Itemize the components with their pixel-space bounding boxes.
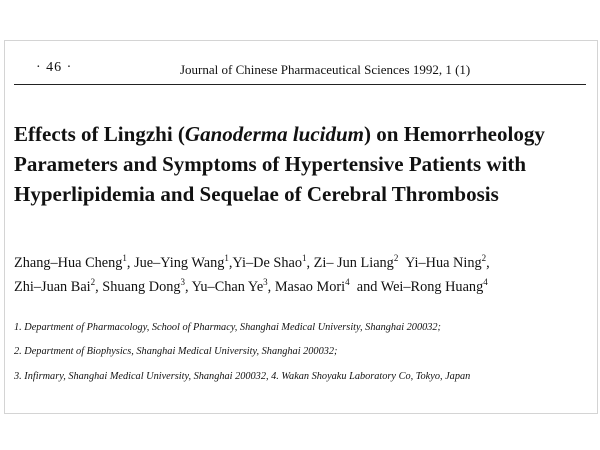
author-name: Zhang–Hua Cheng	[14, 255, 123, 271]
author-affiliation-mark: 1	[301, 253, 307, 263]
author-7	[102, 279, 185, 295]
author-separator: ,	[95, 279, 103, 295]
journal-citation: Journal of Chinese Pharmaceutical Sciences 1992, 1 (1)	[180, 62, 471, 77]
author-name: Zi– Jun Liang	[313, 255, 394, 271]
author-separator: ,	[267, 279, 275, 295]
title-part-1: Effects of Lingzhi (	[14, 122, 185, 146]
author-6	[14, 279, 95, 295]
author-affiliation-mark: 3	[263, 277, 268, 287]
author-name: Wei–Rong Huang	[380, 279, 484, 295]
author-affiliation-mark: 1	[224, 253, 229, 263]
author-2	[134, 255, 229, 271]
page-frame	[4, 40, 598, 414]
author-name: Yu–Chan Ye	[191, 279, 264, 295]
title-part-2: ) on Hemorrheology Parameters and Symptoms of Hypertensive Patients with Hyperlipidemia and Sequelae of Cerebral Thrombosis	[14, 122, 545, 206]
paper-title	[14, 119, 584, 209]
author-1	[14, 255, 127, 271]
author-separator: ,	[228, 255, 233, 271]
author-name: Zhi–Juan Bai	[14, 279, 91, 295]
affiliation-1: 1. Department of Pharmacology, School of Pharmacy, Shanghai Medical University, Shanghai 200032;	[14, 322, 441, 333]
author-separator: and	[349, 279, 381, 295]
author-separator: ,	[486, 255, 490, 271]
author-separator	[398, 255, 405, 271]
author-affiliation-mark: 4	[345, 277, 350, 287]
author-5	[405, 255, 486, 271]
author-name: Jue–Ying Wang	[134, 255, 225, 271]
author-list	[14, 251, 589, 299]
author-4	[314, 255, 399, 271]
affiliation-2: 2. Department of Biophysics, Shanghai Medical University, Shanghai 200032;	[14, 346, 338, 357]
author-10	[381, 279, 488, 295]
author-separator: ,	[126, 255, 135, 271]
author-name: Yi–Hua Ning	[404, 255, 482, 271]
author-affiliation-mark: 1	[122, 253, 127, 263]
author-name: Masao Mori	[274, 279, 346, 295]
author-name: Shuang Dong	[102, 279, 181, 295]
author-3	[232, 255, 306, 271]
author-affiliation-mark: 3	[180, 277, 186, 287]
author-affiliation-mark: 2	[481, 253, 487, 263]
title-latin-name: Ganoderma lucidum	[184, 122, 365, 146]
header-rule	[14, 84, 586, 85]
affiliation-3: 3. Infirmary, Shanghai Medical University, Shanghai 200032, 4. Wakan Shoyaku Laboratory Co, Tokyo, Japan	[14, 371, 471, 382]
author-affiliation-mark: 4	[483, 277, 488, 287]
author-affiliation-mark: 2	[393, 253, 399, 263]
author-affiliation-mark: 2	[90, 277, 96, 287]
author-separator: ,	[306, 255, 314, 271]
author-9	[275, 279, 350, 295]
author-separator: ,	[185, 279, 192, 295]
author-name: Yi–De Shao	[232, 255, 302, 271]
page-number: · 46 ·	[36, 60, 73, 75]
author-8	[192, 279, 268, 295]
